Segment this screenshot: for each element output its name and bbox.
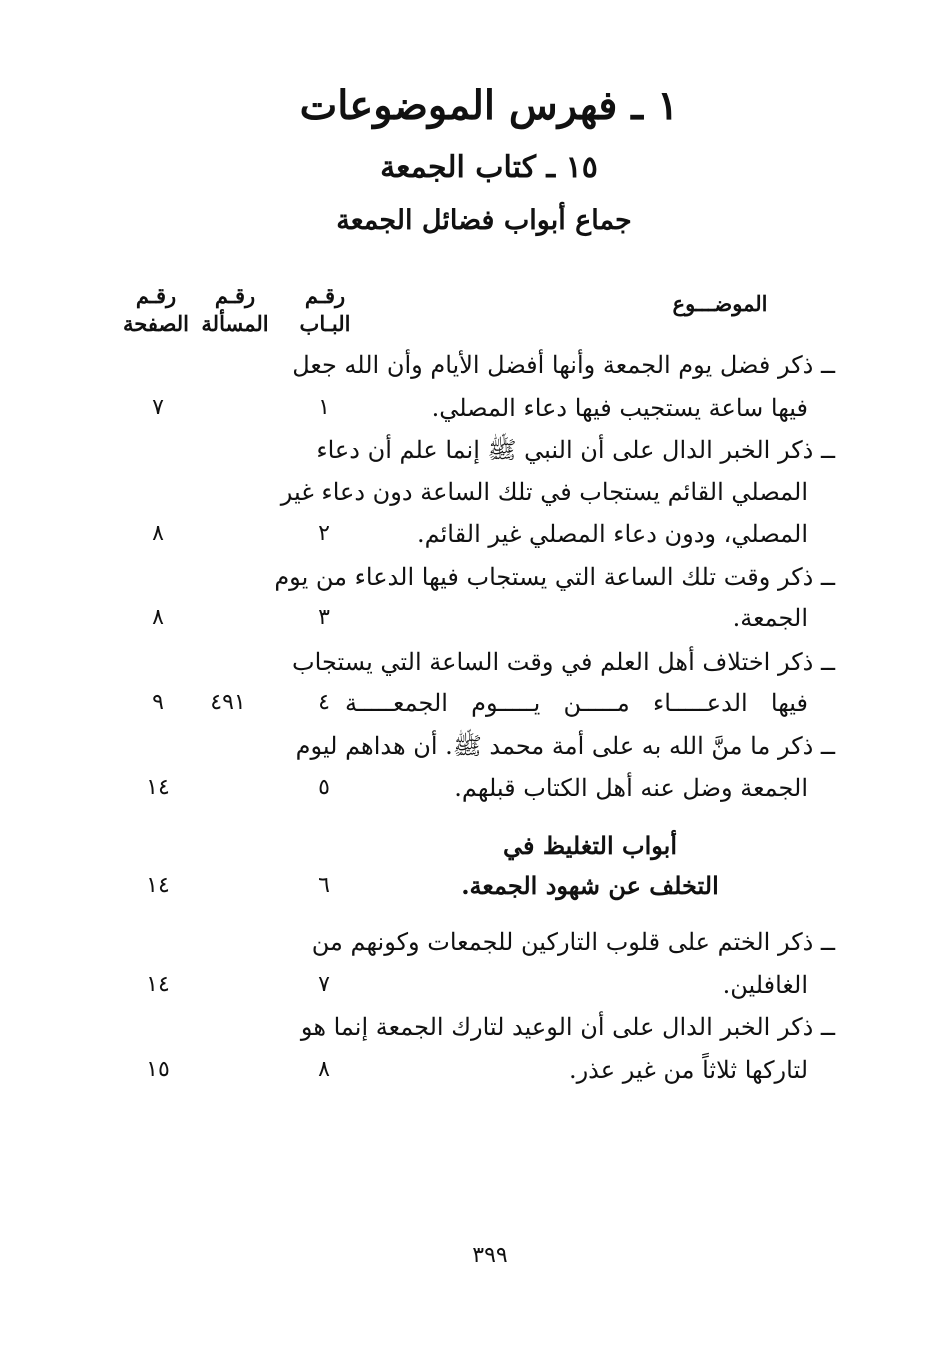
page-number: ٣٩٩ [472,1243,508,1268]
subsection-page-number: ١٤ [146,873,170,898]
entry-8-page-number: ١٥ [146,1057,170,1082]
column-header-issue-number: رقـم المسألة [201,283,269,336]
entry-2-line-3: المصلي، ودون دعاء المصلي غير القائم. [417,520,808,548]
entry-7-line-1: ــ ذكر الختم على قلوب التاركين للجمعات وكونهم من [311,928,835,956]
column-header-chapter-number: رقـم البـاب [299,283,351,336]
subsection-chapter-number: ٦ [318,873,330,898]
entry-4-chapter-number: ٤ [318,690,330,715]
entry-4-line-1: ــ ذكر اختلاف أهل العلم في وقت الساعة التي يستجاب [292,648,835,676]
entry-5-chapter-number: ٥ [318,775,330,800]
entry-5-page-number: ١٤ [146,775,170,800]
entry-8-chapter-number: ٨ [318,1057,330,1082]
column-header-page-number: رقـم الصفحة [123,283,189,336]
subsection-heading-line-2: التخلف عن شهود الجمعة. [461,871,719,900]
entry-1-chapter-number: ١ [318,395,330,420]
entry-7-line-2: الغافلين. [722,971,808,999]
entry-3-chapter-number: ٣ [318,605,330,630]
entry-8-line-2: لتاركها ثلاثاً من غير عذر. [568,1056,808,1084]
column-header-topic: الموضـــوع [672,291,768,316]
entry-2-line-2: المصلي القائم يستجاب في تلك الساعة دون دعاء غير [280,478,808,506]
entry-4-line-2: فيها الدعـــــاء مـــــن يـــــوم الجمعـــــة [345,689,808,717]
entry-8-line-1: ــ ذكر الخبر الدال على أن الوعيد لتارك الجمعة إنما هو [300,1013,835,1041]
entry-3-line-1: ــ ذكر وقت تلك الساعة التي يستجاب فيها الدعاء من يوم [274,563,835,591]
main-title: ١ ـ فهرس الموضوعات [299,82,679,129]
entry-3-page-number: ٨ [152,605,164,630]
entry-7-page-number: ١٤ [146,972,170,997]
entry-7-chapter-number: ٧ [318,972,330,997]
entry-4-page-number: ٩ [152,690,164,715]
entry-1-line-2: فيها ساعة يستجيب فيها دعاء المصلي. [431,394,808,422]
entry-4-issue-number: ٤٩١ [210,690,246,715]
entry-5-line-2: الجمعة وضل عنه أهل الكتاب قبلهم. [454,774,808,802]
book-title: ١٥ ـ كتاب الجمعة [380,150,598,185]
section-title: جماع أبواب فضائل الجمعة [336,205,632,236]
entry-3-line-2: الجمعة. [732,604,808,632]
entry-1-line-1: ــ ذكر فضل يوم الجمعة وأنها أفضل الأيام وأن الله جعل [292,351,835,379]
subsection-heading-line-1: أبواب التغليظ في [503,831,677,860]
entry-5-line-1: ــ ذكر ما منَّ الله به على أمة محمد ﷺ. أن هداهم ليوم [295,732,835,760]
entry-1-page-number: ٧ [152,395,164,420]
entry-2-page-number: ٨ [152,521,164,546]
entry-2-chapter-number: ٢ [318,521,330,546]
entry-2-line-1: ــ ذكر الخبر الدال على أن النبي ﷺ إنما علم أن دعاء [316,436,835,464]
